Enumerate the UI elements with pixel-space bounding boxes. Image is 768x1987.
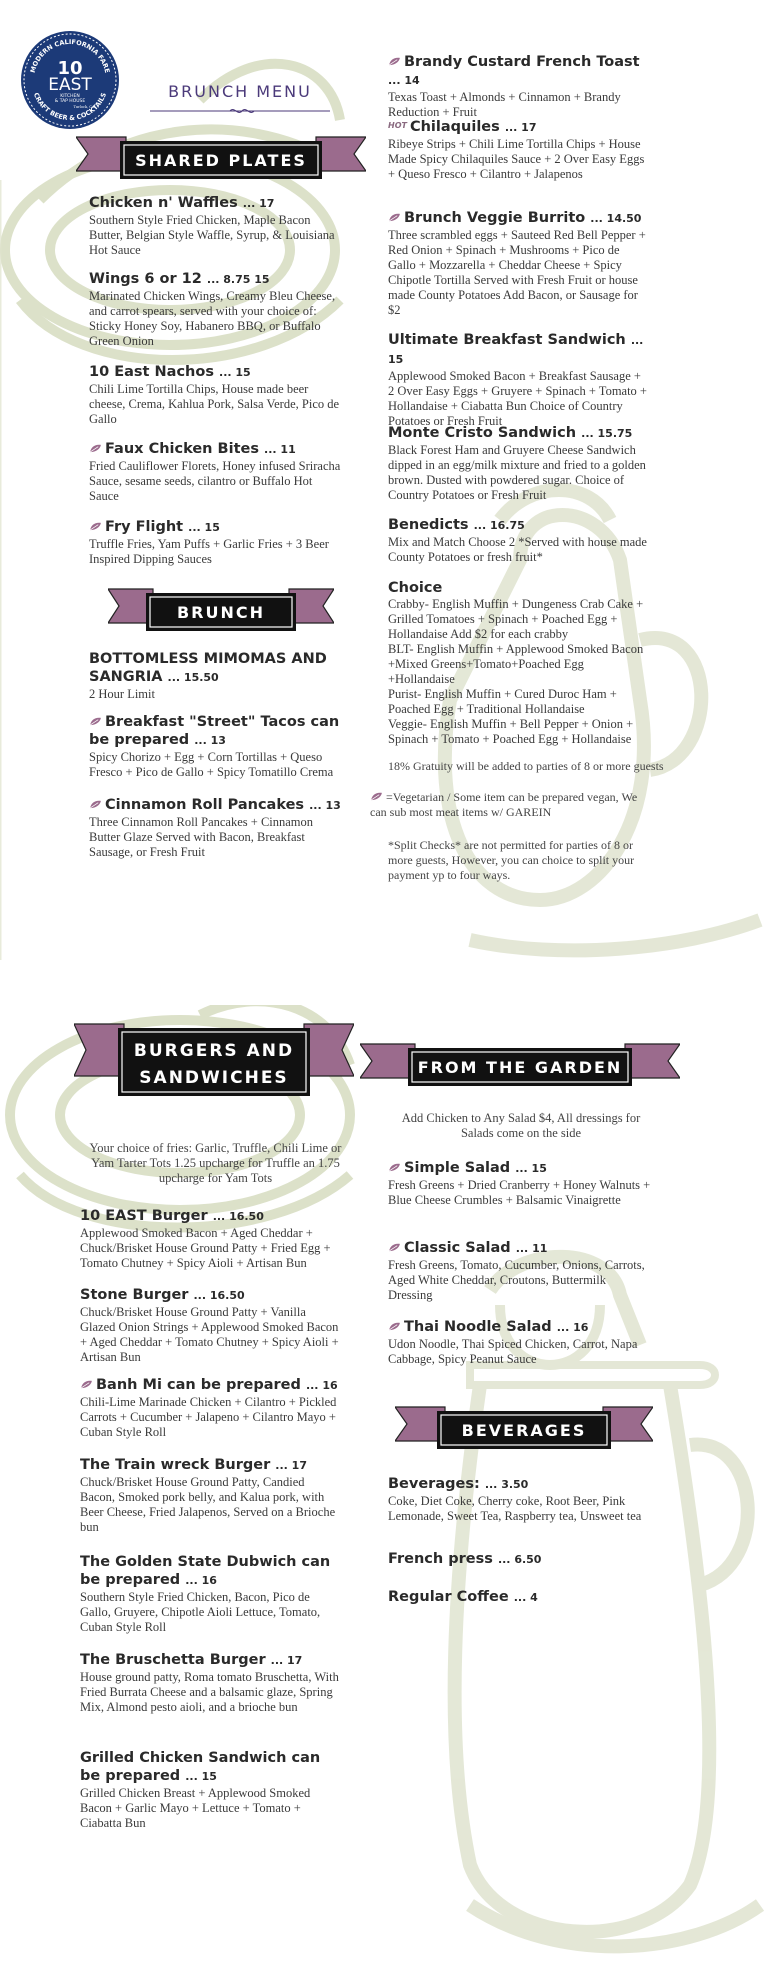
item-name: 10 East Nachos [89, 364, 214, 380]
menu-title [150, 82, 330, 120]
item-price: ... 16.50 [193, 1289, 245, 1302]
menu-item [80, 1286, 340, 1365]
beverages-title: BEVERAGES [461, 1421, 587, 1440]
menu-item [89, 796, 344, 860]
item-price: ... 3.50 [484, 1478, 529, 1491]
item-price: ... 11 [515, 1242, 548, 1255]
item-description: Truffle Fries, Yam Puffs + Garlic Fries + 3 Beer Inspired Dipping Sauces [89, 537, 329, 566]
vegetarian-note-text: =Vegetarian / Some item can be prepared vegan, We can sub most meat items w/ GAREIN [370, 790, 638, 819]
item-price: ... 17 [275, 1459, 307, 1472]
item-description: Chili Lime Tortilla Chips, House made beer cheese, Crema, Kahlua Pork, Salsa Verde, Pico de Gallo [89, 382, 340, 426]
item-name: Beverages: [388, 1476, 480, 1492]
item-price: ... 17 [270, 1654, 303, 1667]
item-name: Brandy Custard French Toast [404, 54, 640, 70]
item-description: Spicy Chorizo + Egg + Corn Tortillas + Queso Fresco + Pico de Gallo + Spicy Tomatillo Crema [89, 750, 334, 779]
item-price: ... 16 [185, 1574, 217, 1587]
brunch-title: BRUNCH [176, 603, 266, 622]
menu-item [80, 1749, 340, 1831]
item-description: Fried Cauliflower Florets, Honey infused Sriracha Sauce, sesame seeds, cilantro or Buffalo Hot Sauce [89, 459, 341, 503]
shared-plates-title: SHARED PLATES [135, 151, 307, 170]
garden-banner [360, 1040, 680, 1088]
vegetarian-leaf-icon [388, 213, 401, 222]
item-description: Grilled Chicken Breast + Applewood Smoked Bacon + Garlic Mayo + Lettuce + Tomato + Ciabatta Bun [80, 1786, 311, 1830]
item-description: Texas Toast + Almonds + Cinnamon + Brandy Reduction + Fruit [388, 90, 621, 119]
item-name: Thai Noodle Salad [404, 1319, 552, 1335]
item-name: Banh Mi can be prepared [96, 1377, 301, 1393]
item-name: The Train wreck Burger [80, 1457, 271, 1473]
item-description: Ribeye Strips + Chili Lime Tortilla Chips + House Made Spicy Chilaquiles Sauce + 2 Over Easy Eggs + Queso Fresco + Cilantro + Jalapenos [388, 137, 645, 181]
menu-item [388, 1588, 653, 1607]
item-price: ... 15 [515, 1162, 547, 1175]
item-name: Classic Salad [404, 1240, 511, 1256]
menu-page-1 [0, 0, 768, 975]
item-name: Ultimate Breakfast Sandwich [388, 332, 626, 348]
shared-plates-banner [76, 133, 366, 181]
logo-line2: & TAP HOUSE [54, 99, 86, 104]
menu-item [89, 650, 344, 702]
item-name: The Golden State Dubwich can be prepared [80, 1554, 331, 1588]
logo-line3: Turlock, CA [73, 105, 95, 109]
logo-top-arc: MODERN CALIFORNIA FARE [28, 37, 112, 74]
vegetarian-leaf-icon [80, 1380, 93, 1389]
item-price: ... 4 [513, 1591, 538, 1604]
hot-icon: HOT [388, 121, 407, 130]
item-name: Fry Flight [105, 519, 184, 535]
menu-item [388, 1318, 653, 1367]
burgers-title [74, 1038, 354, 1092]
menu-item [89, 194, 344, 258]
menu-title-text: BRUNCH MENU [168, 82, 312, 101]
item-description: 2 Hour Limit [89, 687, 155, 701]
item-price: ... 6.50 [497, 1553, 542, 1566]
menu-item [388, 424, 648, 503]
item-price: ... 15 [219, 366, 251, 379]
item-name: Wings 6 or 12 [89, 271, 202, 287]
menu-item [388, 1550, 653, 1569]
menu-item [388, 331, 648, 429]
brunch-banner [108, 585, 334, 633]
menu-item [388, 1475, 653, 1524]
vegetarian-note [370, 790, 650, 820]
item-description: Three Cinnamon Roll Pancakes + Cinnamon Butter Glaze Served with Bacon, Breakfast Sausage, or Fresh Fruit [89, 815, 314, 859]
item-name: Brunch Veggie Burrito [404, 210, 586, 226]
logo-bottom-arc: CRAFT BEER & COCKTAILS [31, 91, 109, 123]
menu-item [80, 1207, 340, 1271]
item-name: BOTTOMLESS MIMOMAS AND SANGRIA [89, 651, 327, 685]
garden-note: Add Chicken to Any Salad $4, All dressings for Salads come on the side [401, 1111, 641, 1140]
item-price: ... 8.75 15 [206, 273, 270, 286]
item-price: ... 16 [305, 1379, 338, 1392]
menu-item [80, 1456, 340, 1535]
item-description: Coke, Diet Coke, Cherry coke, Root Beer, Pink Lemonade, Sweet Tea, Raspberry tea, Unsweet tea [388, 1494, 642, 1523]
item-description: Applewood Smoked Bacon + Breakfast Sausage + 2 Over Easy Eggs + Gruyere + Spinach + Tomato + Hollandaise + Ciabatta Bun Choice of Country Potatoes or Fresh Fruit [388, 369, 647, 428]
item-name: The Bruschetta Burger [80, 1652, 266, 1668]
item-price: ... 11 [264, 443, 296, 456]
item-description: Chuck/Brisket House Ground Patty, Candied Bacon, Smoked pork belly, and Kalua pork, with Beer Cheese, Fried Jalapenos, Served on a Brioche bun [80, 1475, 336, 1534]
item-description: Applewood Smoked Bacon + Aged Cheddar + Chuck/Brisket House Ground Patty + Fried Egg + Tomato Chutney + Spicy Aioli + Artisan Bun [80, 1226, 331, 1270]
item-name: Cinnamon Roll Pancakes [105, 797, 305, 813]
item-price: ... 16.75 [473, 519, 525, 532]
vegetarian-leaf-icon [388, 57, 401, 66]
page-gap [0, 975, 768, 1005]
menu-item [388, 53, 648, 120]
menu-item [388, 209, 648, 318]
logo-name: EAST [48, 75, 92, 95]
item-price: ... 15 [185, 1770, 217, 1783]
item-description: Three scrambled eggs + Sauteed Red Bell Pepper + Red Onion + Spinach + Mushrooms + Pico de Gallo + Mozzarella + Cheddar Cheese + Spicy Chipotle Tortilla Served with Fresh Fruit or house made County Potatoes Add Bacon, or Sausage for $2 [388, 228, 646, 317]
menu-item [388, 117, 648, 182]
vegetarian-leaf-icon [89, 800, 102, 809]
item-name: Grilled Chicken Sandwich can be prepared [80, 1750, 321, 1784]
menu-item [388, 1159, 653, 1208]
item-description: Chuck/Brisket House Ground Patty + Vanilla Glazed Onion Strings + Applewood Smoked Bacon + Aged Cheddar + Tomato Chutney + Spicy Aioli + Artisan Bun [80, 1305, 339, 1364]
item-description: Mix and Match Choose 2 *Served with house made County Potatoes or fresh fruit* [388, 535, 647, 564]
logo-number: 10 [57, 58, 83, 79]
item-price: ... 16 [556, 1321, 589, 1334]
choice-line: Veggie- English Muffin + Bell Pepper + Onion + Spinach + Tomato + Poached Egg + Hollandaise [388, 717, 634, 746]
vegetarian-leaf-icon [388, 1322, 401, 1331]
item-description: Black Forest Ham and Gruyere Cheese Sandwich dipped in an egg/milk mixture and fried to a golden brown. Dusted with powdered sugar. Choice of Country Potatoes or Fresh Fruit [388, 443, 646, 502]
item-name: Chicken n' Waffles [89, 195, 238, 211]
logo-line1: KITCHEN [60, 94, 80, 99]
choice-section [388, 579, 648, 747]
menu-item [80, 1553, 340, 1635]
item-price: ... 13 [194, 734, 226, 747]
menu-item [89, 270, 344, 349]
burgers-title-line1: BURGERS AND [133, 1041, 295, 1061]
item-price: ... 17 [504, 121, 537, 134]
fries-note: Your choice of fries: Garlic, Truffle, Chili Lime or Yam Tarter Tots 1.25 upcharge for Truffle an 1.75 upcharge for Yam Tots [89, 1141, 342, 1185]
vegetarian-leaf-icon [89, 717, 102, 726]
item-name: 10 EAST Burger [80, 1208, 208, 1224]
title-divider [150, 106, 330, 116]
burgers-banner [74, 1018, 354, 1098]
restaurant-logo [20, 30, 120, 130]
menu-item [89, 363, 344, 427]
menu-item [388, 516, 648, 565]
item-name: Stone Burger [80, 1287, 189, 1303]
item-name: Chilaquiles [409, 119, 500, 135]
menu-item [89, 440, 344, 504]
item-price: ... 15.75 [581, 427, 633, 440]
item-name: French press [388, 1551, 493, 1567]
item-price: ... 15 [388, 334, 644, 366]
choice-line: Crabby- English Muffin + Dungeness Crab Cake + Grilled Tomatoes + Spinach + Poached Egg + Hollandaise Add $2 for each crabby [388, 597, 644, 641]
menu-item [89, 518, 344, 567]
burgers-title-line2: SANDWICHES [139, 1068, 289, 1088]
item-name: Monte Cristo Sandwich [388, 425, 577, 441]
item-price: ... 15.50 [167, 671, 219, 684]
item-price: ... 17 [242, 197, 275, 210]
item-description: Marinated Chicken Wings, Creamy Bleu Cheese, and carrot spears, served with your choice of: Sticky Honey Soy, Habanero BBQ, or Buffalo Green Onion [89, 289, 336, 348]
item-description: Udon Noodle, Thai Spiced Chicken, Carrot, Napa Cabbage, Spicy Peanut Sauce [388, 1337, 638, 1366]
menu-item [89, 713, 344, 780]
choice-line: Purist- English Muffin + Cured Duroc Ham + Poached Egg + Traditional Hollandaise [388, 687, 617, 716]
menu-page-2 [0, 1005, 768, 1987]
item-price: ... 15 [188, 521, 220, 534]
gratuity-note: 18% Gratuity will be added to parties of 8 or more guests [388, 759, 664, 773]
menu-item [80, 1651, 340, 1715]
split-checks-note: *Split Checks* are not permitted for parties of 8 or more guests, However, you can choice to split your payment yp to four ways. [388, 838, 635, 882]
item-description: Southern Style Fried Chicken, Bacon, Pico de Gallo, Gruyere, Chipotle Aioli Lettuce, Tomato, Cuban Style Roll [80, 1590, 321, 1634]
menu-item [388, 1239, 653, 1303]
item-price: ... 14 [388, 74, 420, 87]
vegetarian-leaf-icon [89, 522, 102, 531]
vegetarian-leaf-icon [388, 1163, 401, 1172]
choice-title: Choice [388, 580, 443, 596]
menu-item [80, 1376, 340, 1440]
vegetarian-leaf-icon [388, 1243, 401, 1252]
item-name: Simple Salad [404, 1160, 511, 1176]
item-name: Benedicts [388, 517, 469, 533]
choice-line: BLT- English Muffin + Applewood Smoked Bacon +Mixed Greens+Tomato+Poached Egg +Hollandaise [388, 642, 644, 686]
item-name: Regular Coffee [388, 1589, 509, 1605]
item-description: House ground patty, Roma tomato Bruschetta, With Fried Burrata Cheese and a balsamic glaze, Spring Mix, Almond pesto aioli, and a brioche bun [80, 1670, 339, 1714]
beverages-banner [395, 1403, 653, 1451]
item-price: ... 14.50 [590, 212, 642, 225]
vegetarian-leaf-icon [370, 792, 383, 801]
item-name: Breakfast "Street" Tacos can be prepared [89, 714, 340, 748]
item-description: Fresh Greens, Tomato, Cucumber, Onions, Carrots, Aged White Cheddar, Croutons, Buttermilk Dressing [388, 1258, 645, 1302]
item-price: ... 13 [309, 799, 341, 812]
vegetarian-leaf-icon [89, 444, 102, 453]
garden-title: FROM THE GARDEN [417, 1058, 623, 1077]
item-description: Chili-Lime Marinade Chicken + Cilantro + Pickled Carrots + Cucumber + Jalapeno + Cilantro Mayo + Cuban Style Roll [80, 1395, 337, 1439]
item-description: Southern Style Fried Chicken, Maple Bacon Butter, Belgian Style Waffle, Syrup, & Louisiana Hot Sauce [89, 213, 335, 257]
item-description: Fresh Greens + Dried Cranberry + Honey Walnuts + Blue Cheese Crumbles + Balsamic Vinaigrette [388, 1178, 651, 1207]
item-price: ... 16.50 [212, 1210, 264, 1223]
item-name: Faux Chicken Bites [105, 441, 259, 457]
